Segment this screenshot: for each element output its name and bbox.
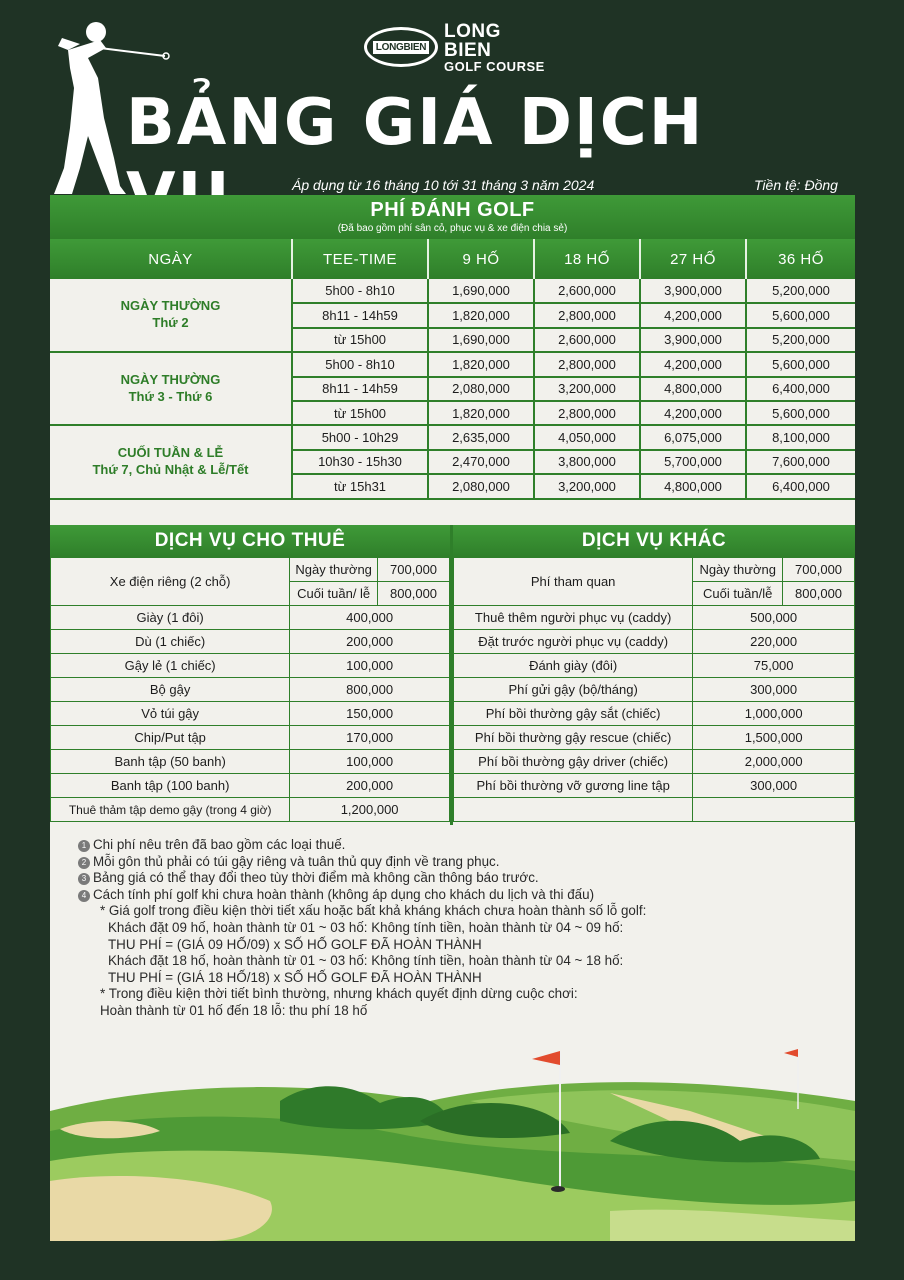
table-cell: 1,820,000 xyxy=(428,303,534,327)
table-row xyxy=(51,702,450,726)
golf-course-illustration xyxy=(50,1041,855,1241)
brand-badge-text: LONGBIEN xyxy=(373,41,429,54)
header-27-holes: 27 HỐ xyxy=(640,239,746,279)
note-line: THU PHÍ = (GIÁ 18 HỐ/18) x SỐ HỐ GOLF ĐÃ HOÀN THÀNH xyxy=(108,969,482,985)
note-item xyxy=(78,887,838,904)
table-cell: Cuối tuần/ lễ xyxy=(290,582,378,606)
table-cell: Thuê thêm người phục vụ (caddy) xyxy=(454,606,693,630)
table-cell: 8,100,000 xyxy=(746,425,855,449)
table-row xyxy=(454,798,855,822)
table-cell: 3,200,000 xyxy=(534,474,640,498)
table-cell: Phí gửi gậy (bộ/tháng) xyxy=(454,678,693,702)
table-cell: Phí bồi thường vỡ gương line tập xyxy=(454,774,693,798)
table-cell: 4,800,000 xyxy=(640,474,746,498)
table-cell: 400,000 xyxy=(290,606,450,630)
other-services-table xyxy=(453,557,855,822)
golf-fee-title: PHÍ ĐÁNH GOLF xyxy=(370,199,535,221)
table-cell: 5h00 - 8h10 xyxy=(292,279,428,303)
note-item xyxy=(78,854,838,871)
note-line: Khách đặt 18 hố, hoàn thành từ 01 ~ 03 hố: Không tính tiền, hoàn thành từ 04 ~ 18 hố: xyxy=(108,953,624,969)
brand-logo xyxy=(364,20,554,74)
table-cell xyxy=(454,798,693,822)
notes-section xyxy=(78,837,838,1020)
header-day: NGÀY xyxy=(50,239,292,279)
table-cell: 2,080,000 xyxy=(428,474,534,498)
table-cell: 1,820,000 xyxy=(428,401,534,425)
table-cell: 2,635,000 xyxy=(428,425,534,449)
rental-banner: DỊCH VỤ CHO THUÊ xyxy=(50,525,450,557)
table-row xyxy=(50,352,855,376)
table-cell: 1,200,000 xyxy=(290,798,450,822)
table-cell xyxy=(693,798,855,822)
note-line: THU PHÍ = (GIÁ 09 HỐ/09) x SỐ HỐ GOLF ĐÃ HOÀN THÀNH xyxy=(108,936,482,952)
table-cell: 200,000 xyxy=(290,774,450,798)
table-cell: 170,000 xyxy=(290,726,450,750)
day-group-label: NGÀY THƯỜNG xyxy=(120,298,221,314)
table-cell: 6,075,000 xyxy=(640,425,746,449)
table-cell: Banh tập (50 banh) xyxy=(51,750,290,774)
table-row xyxy=(51,654,450,678)
table-cell: Ngày thường xyxy=(693,558,783,582)
table-cell: 5,600,000 xyxy=(746,352,855,376)
table-cell: 100,000 xyxy=(290,750,450,774)
table-cell: từ 15h31 xyxy=(292,474,428,498)
table-cell: 4,800,000 xyxy=(640,377,746,401)
table-cell: 700,000 xyxy=(783,558,855,582)
table-cell: 10h30 - 15h30 xyxy=(292,450,428,474)
table-row xyxy=(51,630,450,654)
day-group-label: CUỐI TUẦN & LỄ xyxy=(117,445,224,461)
table-cell: 2,600,000 xyxy=(534,328,640,352)
table-cell: 1,690,000 xyxy=(428,328,534,352)
table-cell: 150,000 xyxy=(290,702,450,726)
note-line: * Giá golf trong điều kiện thời tiết xấu hoặc bất khả kháng khách chưa hoàn thành số lỗ golf: xyxy=(100,903,647,919)
bullet-3-icon: 3 xyxy=(78,873,90,885)
golf-fee-table xyxy=(50,239,855,500)
brand-name-line2: GOLF COURSE xyxy=(443,58,545,74)
table-cell: 3,900,000 xyxy=(640,279,746,303)
table-cell: 1,820,000 xyxy=(428,352,534,376)
table-cell: 6,400,000 xyxy=(746,377,855,401)
table-cell: 700,000 xyxy=(378,558,450,582)
table-cell: Giày (1 đôi) xyxy=(51,606,290,630)
table-cell: từ 15h00 xyxy=(292,328,428,352)
table-cell: 5,700,000 xyxy=(640,450,746,474)
table-cell: 8h11 - 14h59 xyxy=(292,377,428,401)
table-cell: 4,200,000 xyxy=(640,352,746,376)
bullet-2-icon: 2 xyxy=(78,857,90,869)
note-text: Mỗi gôn thủ phải có túi gậy riêng và tuân thủ quy định về trang phục. xyxy=(93,853,500,869)
table-row xyxy=(454,726,855,750)
table-cell: Thuê thảm tập demo gậy (trong 4 giờ) xyxy=(51,798,290,822)
note-line: Khách đặt 09 hố, hoàn thành từ 01 ~ 03 hố: Không tính tiền, hoàn thành từ 04 ~ 09 hố: xyxy=(108,919,624,935)
table-cell: 300,000 xyxy=(693,774,855,798)
table-cell: 3,800,000 xyxy=(534,450,640,474)
day-group-sub: Thứ 2 xyxy=(152,315,189,331)
table-cell: 2,800,000 xyxy=(534,352,640,376)
bullet-4-icon: 4 xyxy=(78,890,90,902)
table-cell: 4,050,000 xyxy=(534,425,640,449)
note-text: Cách tính phí golf khi chưa hoàn thành (không áp dụng cho khách du lịch và thi đấu) xyxy=(93,886,595,902)
table-row xyxy=(454,654,855,678)
table-cell: 800,000 xyxy=(783,582,855,606)
table-cell: 2,000,000 xyxy=(693,750,855,774)
table-row xyxy=(51,678,450,702)
table-cell: 800,000 xyxy=(290,678,450,702)
page-title: BẢNG GIÁ DỊCH xyxy=(126,86,705,160)
table-cell: 2,800,000 xyxy=(534,303,640,327)
table-cell: Phí bồi thường gậy rescue (chiếc) xyxy=(454,726,693,750)
bullet-1-icon: 1 xyxy=(78,840,90,852)
header-tee-time: TEE-TIME xyxy=(292,239,428,279)
table-cell: Đặt trước người phục vụ (caddy) xyxy=(454,630,693,654)
table-row xyxy=(51,606,450,630)
table-cell: 1,500,000 xyxy=(693,726,855,750)
day-group-label: NGÀY THƯỜNG xyxy=(120,371,221,387)
table-cell: Ngày thường xyxy=(290,558,378,582)
table-cell: từ 15h00 xyxy=(292,401,428,425)
table-cell: 500,000 xyxy=(693,606,855,630)
note-line: Hoàn thành từ 01 hố đến 18 lỗ: thu phí 18 hố xyxy=(100,1002,368,1018)
table-cell: 7,600,000 xyxy=(746,450,855,474)
table-row xyxy=(51,750,450,774)
table-cell: 75,000 xyxy=(693,654,855,678)
brand-badge xyxy=(364,27,438,67)
day-group-sub: Thứ 3 - Thứ 6 xyxy=(128,388,213,404)
table-cell: Dù (1 chiếc) xyxy=(51,630,290,654)
table-cell: Vỏ túi gậy xyxy=(51,702,290,726)
day-group-weekend xyxy=(50,425,292,498)
table-cell: 300,000 xyxy=(693,678,855,702)
table-row xyxy=(51,798,450,822)
table-cell: Đánh giày (đôi) xyxy=(454,654,693,678)
brand-name-line1: LONG BIEN xyxy=(443,20,501,61)
table-cell: 5h00 - 10h29 xyxy=(292,425,428,449)
table-cell: 220,000 xyxy=(693,630,855,654)
table-cell: Gậy lẻ (1 chiếc) xyxy=(51,654,290,678)
table-cell: 2,470,000 xyxy=(428,450,534,474)
cart-label: Xe điện riêng (2 chỗ) xyxy=(51,558,290,606)
note-text: Chi phí nêu trên đã bao gồm các loại thuế. xyxy=(93,837,346,852)
table-cell: Cuối tuần/lễ xyxy=(693,582,783,606)
table-row xyxy=(454,774,855,798)
table-row xyxy=(454,606,855,630)
table-row xyxy=(50,279,855,303)
table-row xyxy=(50,425,855,449)
table-cell: 5,200,000 xyxy=(746,279,855,303)
table-cell: 8h11 - 14h59 xyxy=(292,303,428,327)
rental-table xyxy=(50,557,450,822)
table-cell: 800,000 xyxy=(378,582,450,606)
table-cell: 1,690,000 xyxy=(428,279,534,303)
table-cell: 2,800,000 xyxy=(534,401,640,425)
note-item xyxy=(78,837,838,854)
header-36-holes: 36 HỐ xyxy=(746,239,855,279)
header-9-holes: 9 HỐ xyxy=(428,239,534,279)
table-row xyxy=(454,750,855,774)
table-row xyxy=(51,774,450,798)
apply-period: Áp dụng từ 16 tháng 10 tới 31 tháng 3 năm 2024 xyxy=(292,177,595,193)
other-services-banner: DỊCH VỤ KHÁC xyxy=(453,525,855,557)
day-group-sub: Thứ 7, Chủ Nhật & Lễ/Tết xyxy=(92,461,249,477)
table-cell: Phí bồi thường gậy sắt (chiếc) xyxy=(454,702,693,726)
table-cell: Banh tập (100 banh) xyxy=(51,774,290,798)
table-cell: 200,000 xyxy=(290,630,450,654)
day-group-monday xyxy=(50,279,292,352)
table-cell: 2,600,000 xyxy=(534,279,640,303)
golf-fee-subtitle: (Đã bao gồm phí sân cỏ, phục vụ & xe điện chia sẻ) xyxy=(337,223,568,234)
table-cell: 5,200,000 xyxy=(746,328,855,352)
table-cell: 2,080,000 xyxy=(428,377,534,401)
note-text: Bảng giá có thể thay đổi theo tùy thời điểm mà không cần thông báo trước. xyxy=(93,870,539,886)
table-cell: Phí bồi thường gậy driver (chiếc) xyxy=(454,750,693,774)
visit-label: Phí tham quan xyxy=(454,558,693,606)
table-cell: 3,900,000 xyxy=(640,328,746,352)
table-row xyxy=(454,630,855,654)
table-cell: 5,600,000 xyxy=(746,401,855,425)
table-row xyxy=(51,558,450,582)
table-cell: 100,000 xyxy=(290,654,450,678)
table-cell: 6,400,000 xyxy=(746,474,855,498)
day-group-weekday xyxy=(50,352,292,425)
currency-note: Tiền tệ: Đồng xyxy=(754,177,838,193)
table-row xyxy=(454,702,855,726)
brand-name xyxy=(444,22,554,73)
header-18-holes: 18 HỐ xyxy=(534,239,640,279)
price-sheet xyxy=(50,195,855,1241)
table-cell: 1,000,000 xyxy=(693,702,855,726)
table-cell: 5h00 - 8h10 xyxy=(292,352,428,376)
table-cell: 5,600,000 xyxy=(746,303,855,327)
table-row xyxy=(51,726,450,750)
table-cell: Bộ gậy xyxy=(51,678,290,702)
golf-fee-header-row xyxy=(50,239,855,279)
table-cell: 4,200,000 xyxy=(640,401,746,425)
table-row xyxy=(454,678,855,702)
table-row xyxy=(454,558,855,582)
golf-fee-banner xyxy=(50,195,855,239)
note-item xyxy=(78,870,838,887)
note-line: * Trong điều kiện thời tiết bình thường, nhưng khách quyết định dừng cuộc chơi: xyxy=(100,986,578,1002)
table-cell: 3,200,000 xyxy=(534,377,640,401)
table-cell: Chip/Put tập xyxy=(51,726,290,750)
table-cell: 4,200,000 xyxy=(640,303,746,327)
